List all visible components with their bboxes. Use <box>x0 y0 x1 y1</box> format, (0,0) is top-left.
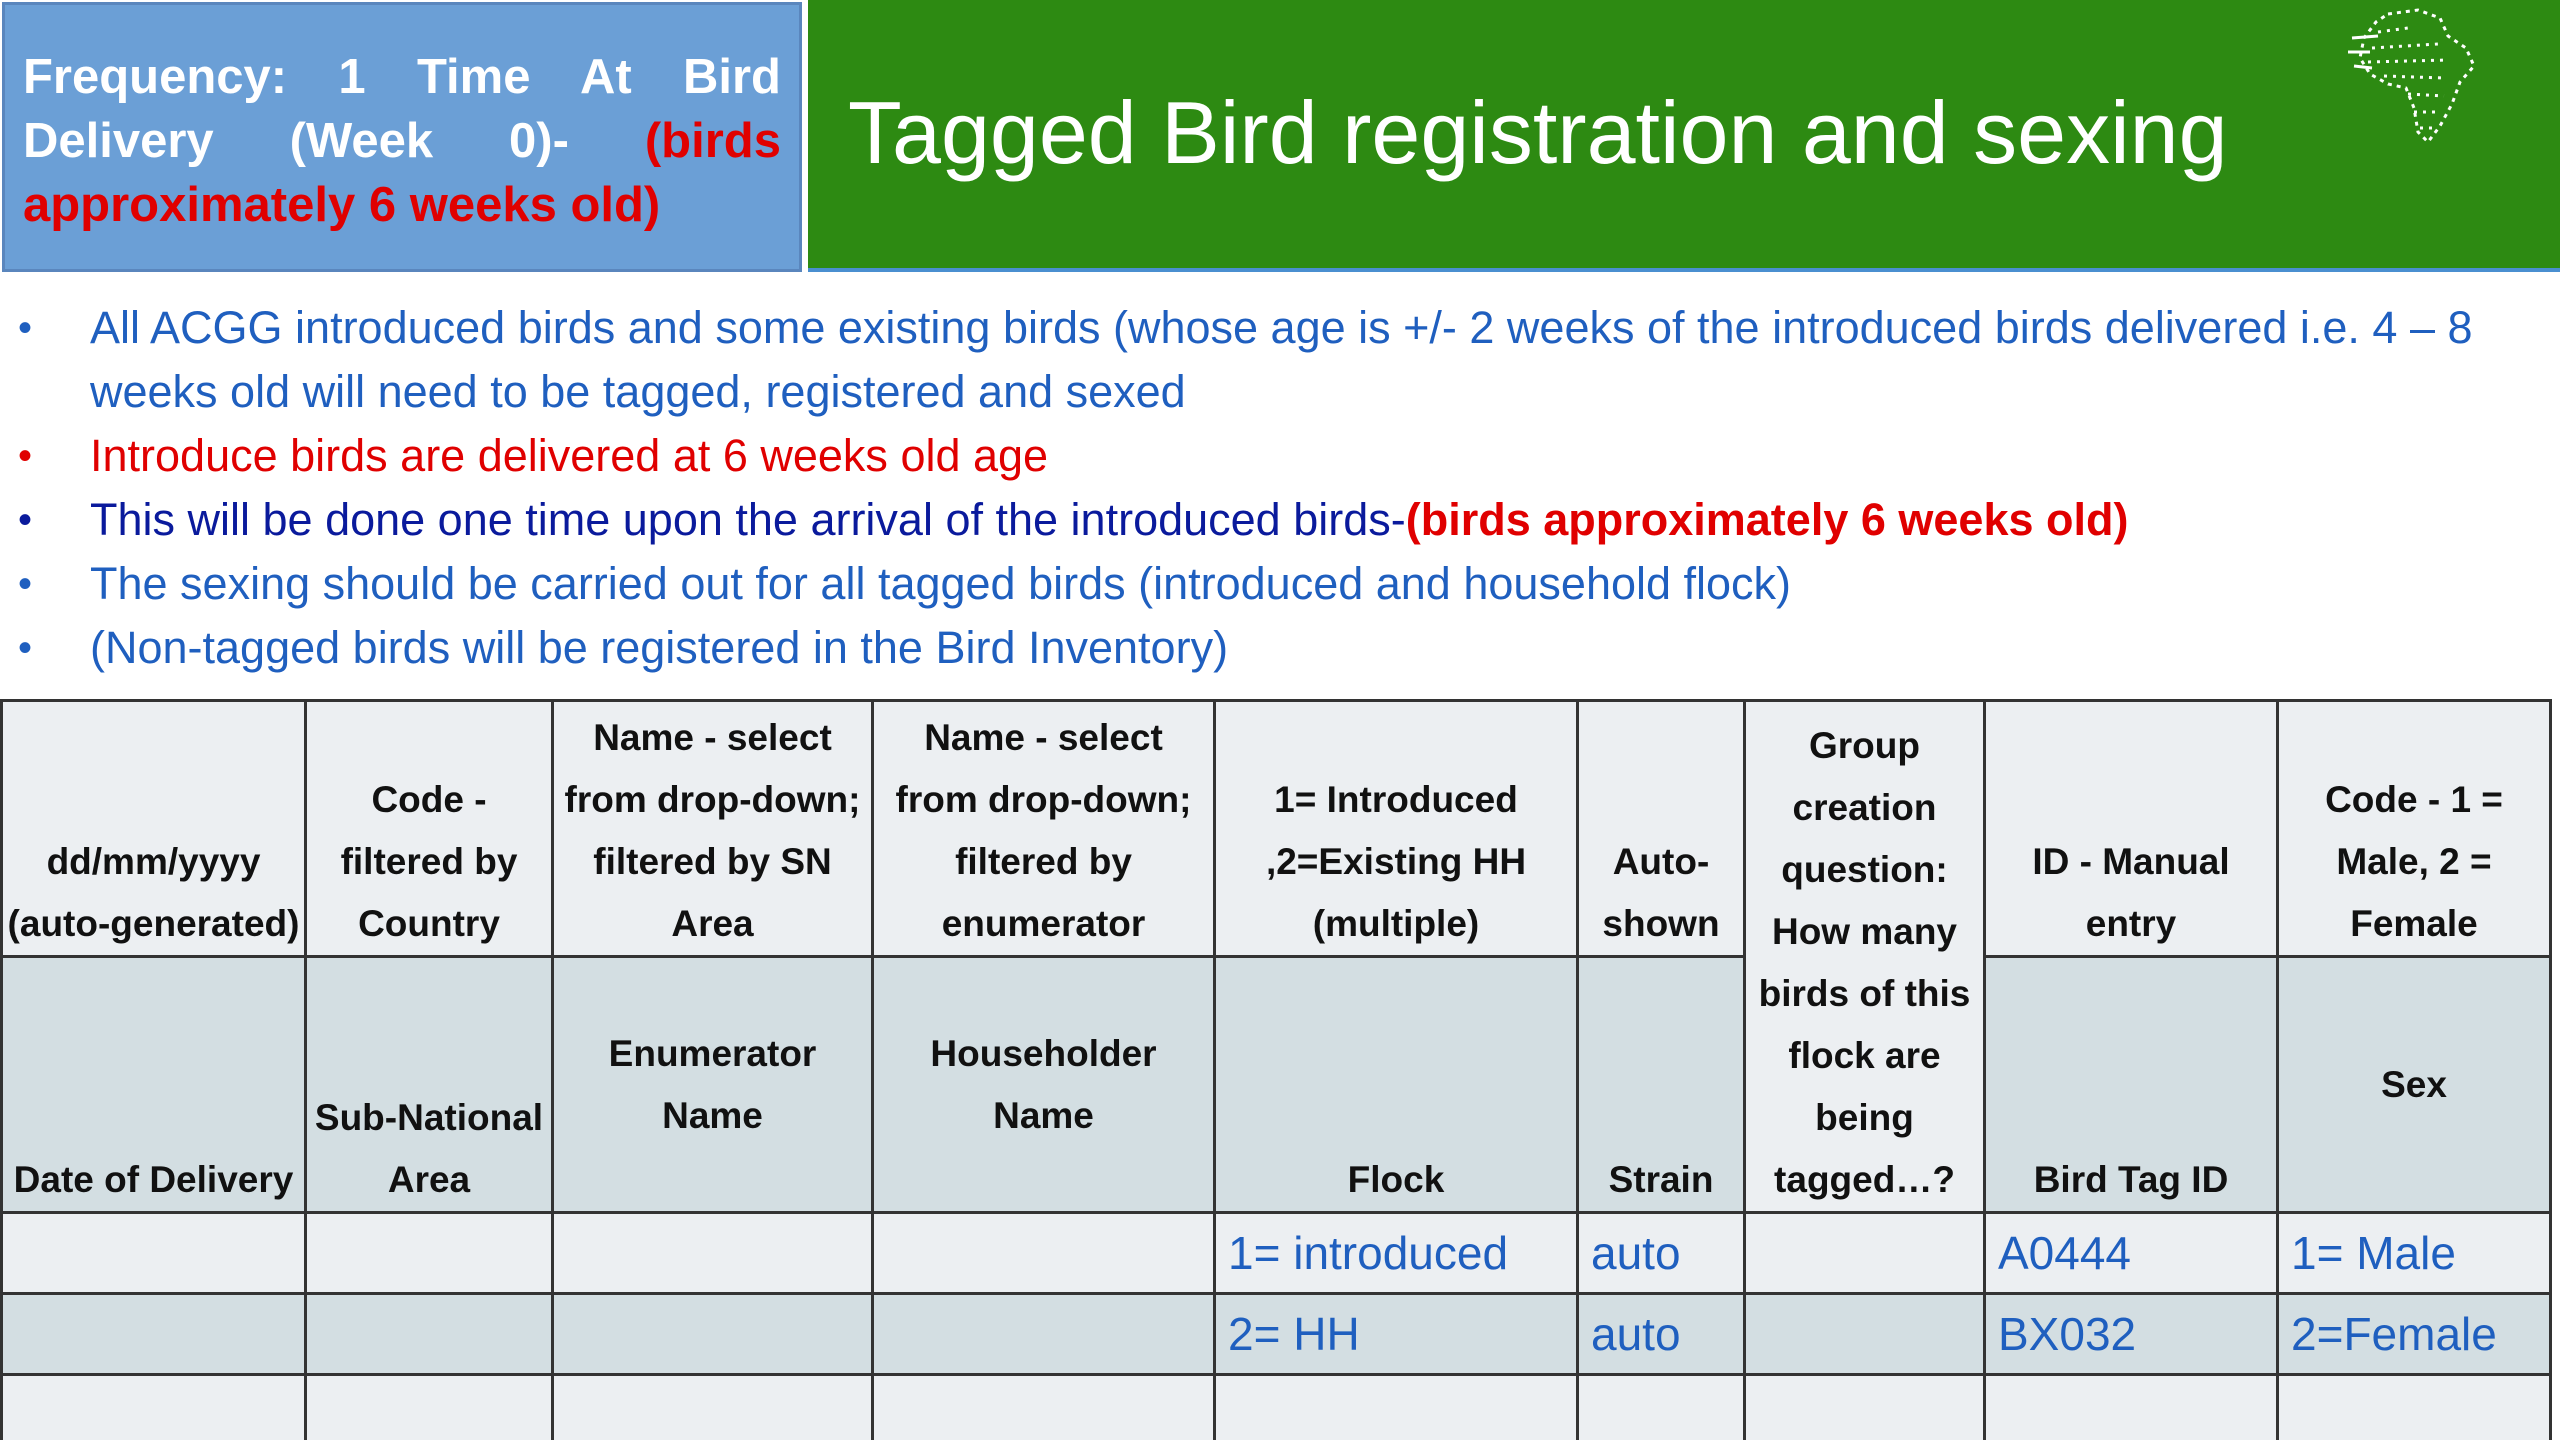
bullet-dot-icon: • <box>18 562 33 606</box>
table-row <box>2 1213 2551 1294</box>
hint-bird-tag: ID - Manual entry <box>1985 701 2278 957</box>
cell-enumerator[interactable] <box>553 1213 873 1294</box>
cell-flock[interactable]: 2= HH <box>1215 1294 1578 1375</box>
bullet-text: All ACGG introduced birds and some existing birds (whose age is +/- 2 weeks of the introduced birds delivered i.e. 4 – 8 weeks old will need to be tagged, registered and sexed <box>90 302 2473 417</box>
cell-householder[interactable] <box>873 1213 1215 1294</box>
bullet-dot-icon: • <box>18 306 33 350</box>
label-bird-tag-id: Bird Tag ID <box>1985 957 2278 1213</box>
label-householder-name: Householder Name <box>873 957 1215 1213</box>
bullet-dot-icon: • <box>18 626 33 670</box>
hint-strain: Auto-shown <box>1578 701 1745 957</box>
cell-flock[interactable] <box>1215 1375 1578 1440</box>
cell-group-count[interactable] <box>1745 1375 1985 1440</box>
hint-householder: Name - select from drop-down; filtered by enumerator <box>873 701 1215 957</box>
cell-group-count[interactable] <box>1745 1294 1985 1375</box>
bullet-text: The sexing should be carried out for all tagged birds (introduced and household flock) <box>90 558 1792 609</box>
cell-enumerator[interactable] <box>553 1375 873 1440</box>
label-enumerator-name: Enumerator Name <box>553 957 873 1213</box>
bullet-item <box>0 424 2560 488</box>
label-sub-national-area: Sub-National Area <box>306 957 553 1213</box>
bullet-dot-icon: • <box>18 434 33 478</box>
bullet-list <box>0 296 2560 680</box>
cell-sub-national-area[interactable] <box>306 1375 553 1440</box>
bullet-item <box>0 296 2560 424</box>
cell-bird-tag-id[interactable] <box>1985 1375 2278 1440</box>
cell-sex[interactable]: 1= Male <box>2278 1213 2551 1294</box>
cell-sub-national-area[interactable] <box>306 1213 553 1294</box>
bullet-text: Introduce birds are delivered at 6 weeks old age <box>90 430 1049 481</box>
cell-date[interactable] <box>2 1375 306 1440</box>
table-label-row <box>2 957 2551 1213</box>
bullet-highlight: (birds approximately 6 weeks old) <box>1405 494 2129 545</box>
label-date-of-delivery: Date of Delivery <box>2 957 306 1213</box>
frequency-highlight: (birds approximately 6 weeks old) <box>23 114 781 232</box>
group-creation-question: Group creation question: How many birds of this flock are being tagged…? <box>1745 701 1985 1213</box>
cell-strain[interactable]: auto <box>1578 1213 1745 1294</box>
cell-sub-national-area[interactable] <box>306 1294 553 1375</box>
cell-householder[interactable] <box>873 1294 1215 1375</box>
bullet-item <box>0 616 2560 680</box>
table-row <box>2 1294 2551 1375</box>
bullet-dot-icon: • <box>18 498 33 542</box>
bullet-item <box>0 488 2560 552</box>
label-sex: Sex <box>2278 957 2551 1213</box>
table-row <box>2 1375 2551 1440</box>
cell-bird-tag-id[interactable]: A0444 <box>1985 1213 2278 1294</box>
hint-flock: 1= Introduced ,2=Existing HH (multiple) <box>1215 701 1578 957</box>
cell-flock[interactable]: 1= introduced <box>1215 1213 1578 1294</box>
hint-sex: Code - 1 = Male, 2 = Female <box>2278 701 2551 957</box>
label-flock: Flock <box>1215 957 1578 1213</box>
africa-map-icon <box>2348 8 2478 148</box>
slide-title: Tagged Bird registration and sexing <box>848 83 2228 182</box>
registration-table <box>0 699 2552 1440</box>
hint-date: dd/mm/yyyy (auto-generated) <box>2 701 306 957</box>
cell-sex[interactable] <box>2278 1375 2551 1440</box>
hint-enumerator: Name - select from drop-down; filtered by SN Area <box>553 701 873 957</box>
table-hint-row <box>2 701 2551 957</box>
hint-sub-national-area: Code - filtered by Country <box>306 701 553 957</box>
frequency-box <box>2 2 802 272</box>
cell-strain[interactable] <box>1578 1375 1745 1440</box>
cell-date[interactable] <box>2 1213 306 1294</box>
cell-householder[interactable] <box>873 1375 1215 1440</box>
cell-strain[interactable]: auto <box>1578 1294 1745 1375</box>
title-banner <box>808 0 2560 272</box>
cell-enumerator[interactable] <box>553 1294 873 1375</box>
frequency-text: Frequency: 1 Time At Bird Delivery (Week 0)- <box>23 50 781 168</box>
cell-group-count[interactable] <box>1745 1213 1985 1294</box>
bullet-text: (Non-tagged birds will be registered in the Bird Inventory) <box>90 622 1229 673</box>
cell-bird-tag-id[interactable]: BX032 <box>1985 1294 2278 1375</box>
bullet-text: This will be done one time upon the arrival of the introduced birds- <box>90 494 1406 545</box>
cell-sex[interactable]: 2=Female <box>2278 1294 2551 1375</box>
cell-date[interactable] <box>2 1294 306 1375</box>
label-strain: Strain <box>1578 957 1745 1213</box>
bullet-item <box>0 552 2560 616</box>
